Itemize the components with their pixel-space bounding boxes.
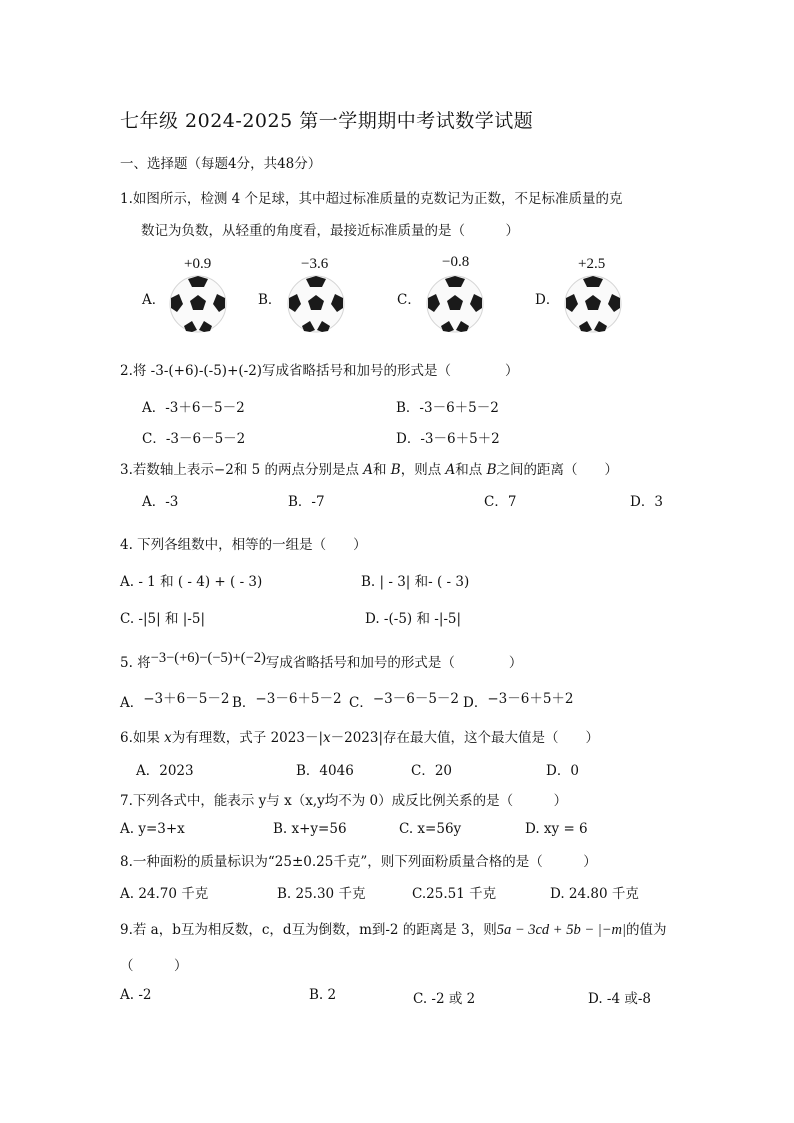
soccer-ball-icon [286, 274, 346, 334]
q9-expression: 5a − 3cd + 5b − |−m| [496, 922, 626, 938]
q1-option-c-letter: C． [397, 292, 421, 308]
q3-stem-part: 3.若数轴上表示−2和 5 的两点分别是点 [120, 462, 364, 478]
q1-option-b-letter: B． [258, 292, 282, 308]
q3-point-b: B [486, 462, 497, 478]
q6-option-a[interactable]: A．2023 [136, 763, 194, 779]
q6-stem-part: 为有理数，式子 2023－| [171, 730, 323, 746]
q6-variable-x: x [164, 730, 172, 746]
q3-stem-part: 和 [373, 462, 391, 478]
q3-stem-part: 之间的距离（ ） [496, 462, 618, 478]
q6-stem-part: －2023|存在最大值，这个最大值是（ ） [330, 730, 600, 746]
q8-option-a[interactable]: A. 24.70 千克 [120, 886, 209, 902]
q7-stem: 7.下列各式中，能表示 y与 x（x,y均不为 0）成反比例关系的是（ ） [120, 793, 568, 809]
q2-option-c[interactable]: C．-3－6－5－2 [142, 431, 246, 447]
q5-option-letter: B． [232, 695, 256, 711]
q1-stem-line2: 数记为负数，从轻重的角度看，最接近标准质量的是（ ） [141, 223, 519, 239]
q9-option-b[interactable]: B. 2 [309, 987, 337, 1003]
q6-variable-x: x [323, 730, 331, 746]
soccer-ball-icon [563, 274, 623, 334]
q5-option-letter: D． [463, 695, 488, 711]
q5-option-value: −3－6＋5－2 [255, 691, 342, 707]
q9-option-c[interactable]: C. -2 或 2 [413, 991, 476, 1007]
q3-point-a: A [363, 462, 373, 478]
q3-option-c[interactable]: C．7 [484, 494, 517, 510]
q3-point-a: A [445, 462, 456, 478]
q8-option-d[interactable]: D. 24.80 千克 [550, 886, 639, 902]
q5-option-value: −3＋6－5－2 [143, 691, 230, 707]
q4-option-a[interactable]: A. - 1 和 ( - 4) + ( - 3) [120, 574, 263, 590]
q5-stem-part: 5. 将 [120, 655, 151, 671]
q5-option-value: −3－6＋5＋2 [487, 691, 574, 707]
q1-option-d-letter: D． [535, 292, 560, 308]
q2-stem: 2.将 -3-(+6)-(-5)+(-2)写成省略括号和加号的形式是（ ） [120, 363, 519, 379]
q9-answer-paren: （ ） [120, 958, 188, 974]
q5-expression: −3−(+6)−(−5)+(−2) [150, 650, 266, 666]
q8-stem: 8.一种面粉的质量标识为“25±0.25千克”，则下列面粉质量合格的是（ ） [120, 854, 597, 870]
q3-stem-part: ，则点 [400, 462, 446, 478]
q5-option-d[interactable] [463, 691, 574, 711]
q1-option-a-letter: A． [142, 292, 166, 308]
q5-option-letter: A． [120, 695, 144, 711]
q9-stem-part: 9.若 a，b互为相反数，c，d互为倒数，m到-2 的距离是 3，则 [120, 922, 497, 938]
q9-stem-part: 的值为 [625, 922, 667, 938]
q8-option-b[interactable]: B. 25.30 千克 [277, 886, 366, 902]
q7-option-b[interactable]: B. x+y=56 [273, 821, 347, 837]
q4-option-c[interactable]: C. -|5| 和 |-5| [120, 611, 206, 627]
q1-stem-line1: 1.如图所示，检测 4 个足球，其中超过标准质量的克数记为正数，不足标准质量的克 [120, 191, 623, 207]
q3-option-d[interactable]: D．3 [630, 494, 663, 510]
q9-option-a[interactable]: A. -2 [120, 987, 152, 1003]
q5-option-a[interactable] [120, 691, 229, 711]
q2-option-a[interactable]: A．-3＋6－5－2 [142, 400, 245, 416]
q1-option-a-value: +0.9 [184, 256, 212, 272]
q6-option-c[interactable]: C．20 [411, 763, 453, 779]
q5-option-letter: C． [349, 695, 373, 711]
page-title: 七年级 2024-2025 第一学期期中考试数学试题 [120, 110, 534, 132]
q9-option-d[interactable]: D. -4 或-8 [588, 991, 652, 1007]
q1-option-d-value: +2.5 [578, 256, 606, 272]
q4-stem: 4. 下列各组数中，相等的一组是（ ） [120, 537, 367, 553]
q5-stem-part: 写成省略括号和加号的形式是（ ） [265, 655, 523, 671]
q2-option-d[interactable]: D．-3－6＋5＋2 [396, 431, 500, 447]
q6-option-d[interactable]: D．0 [546, 763, 579, 779]
section-heading: 一、选择题（每题4分，共48分） [120, 156, 322, 172]
q3-point-b: B [390, 462, 401, 478]
soccer-ball-icon [168, 274, 228, 334]
q1-option-c-value: −0.8 [442, 254, 470, 270]
q4-option-d[interactable]: D. -(-5) 和 -|-5| [365, 611, 462, 627]
q5-stem [120, 651, 522, 672]
q7-option-c[interactable]: C. x=56y [399, 821, 462, 837]
q3-stem [120, 458, 618, 478]
q7-option-d[interactable]: D. xy = 6 [525, 821, 588, 837]
q3-stem-part: 和点 [455, 462, 487, 478]
q6-stem [120, 726, 599, 746]
q3-option-a[interactable]: A．-3 [142, 494, 179, 510]
q8-option-c[interactable]: C.25.51 千克 [412, 886, 497, 902]
q2-option-b[interactable]: B．-3－6＋5－2 [396, 400, 499, 416]
q5-option-c[interactable] [349, 691, 459, 711]
q6-stem-part: 6.如果 [120, 730, 165, 746]
q5-option-b[interactable] [232, 691, 342, 711]
q1-option-b-value: −3.6 [301, 256, 329, 272]
q9-stem [120, 918, 666, 939]
q4-option-b[interactable]: B. | - 3| 和- ( - 3) [361, 574, 470, 590]
q7-option-a[interactable]: A. y=3+x [120, 821, 185, 837]
q5-option-value: −3－6－5－2 [372, 691, 460, 707]
q3-option-b[interactable]: B．-7 [288, 494, 325, 510]
soccer-ball-icon [425, 274, 485, 334]
q6-option-b[interactable]: B．4046 [296, 763, 354, 779]
